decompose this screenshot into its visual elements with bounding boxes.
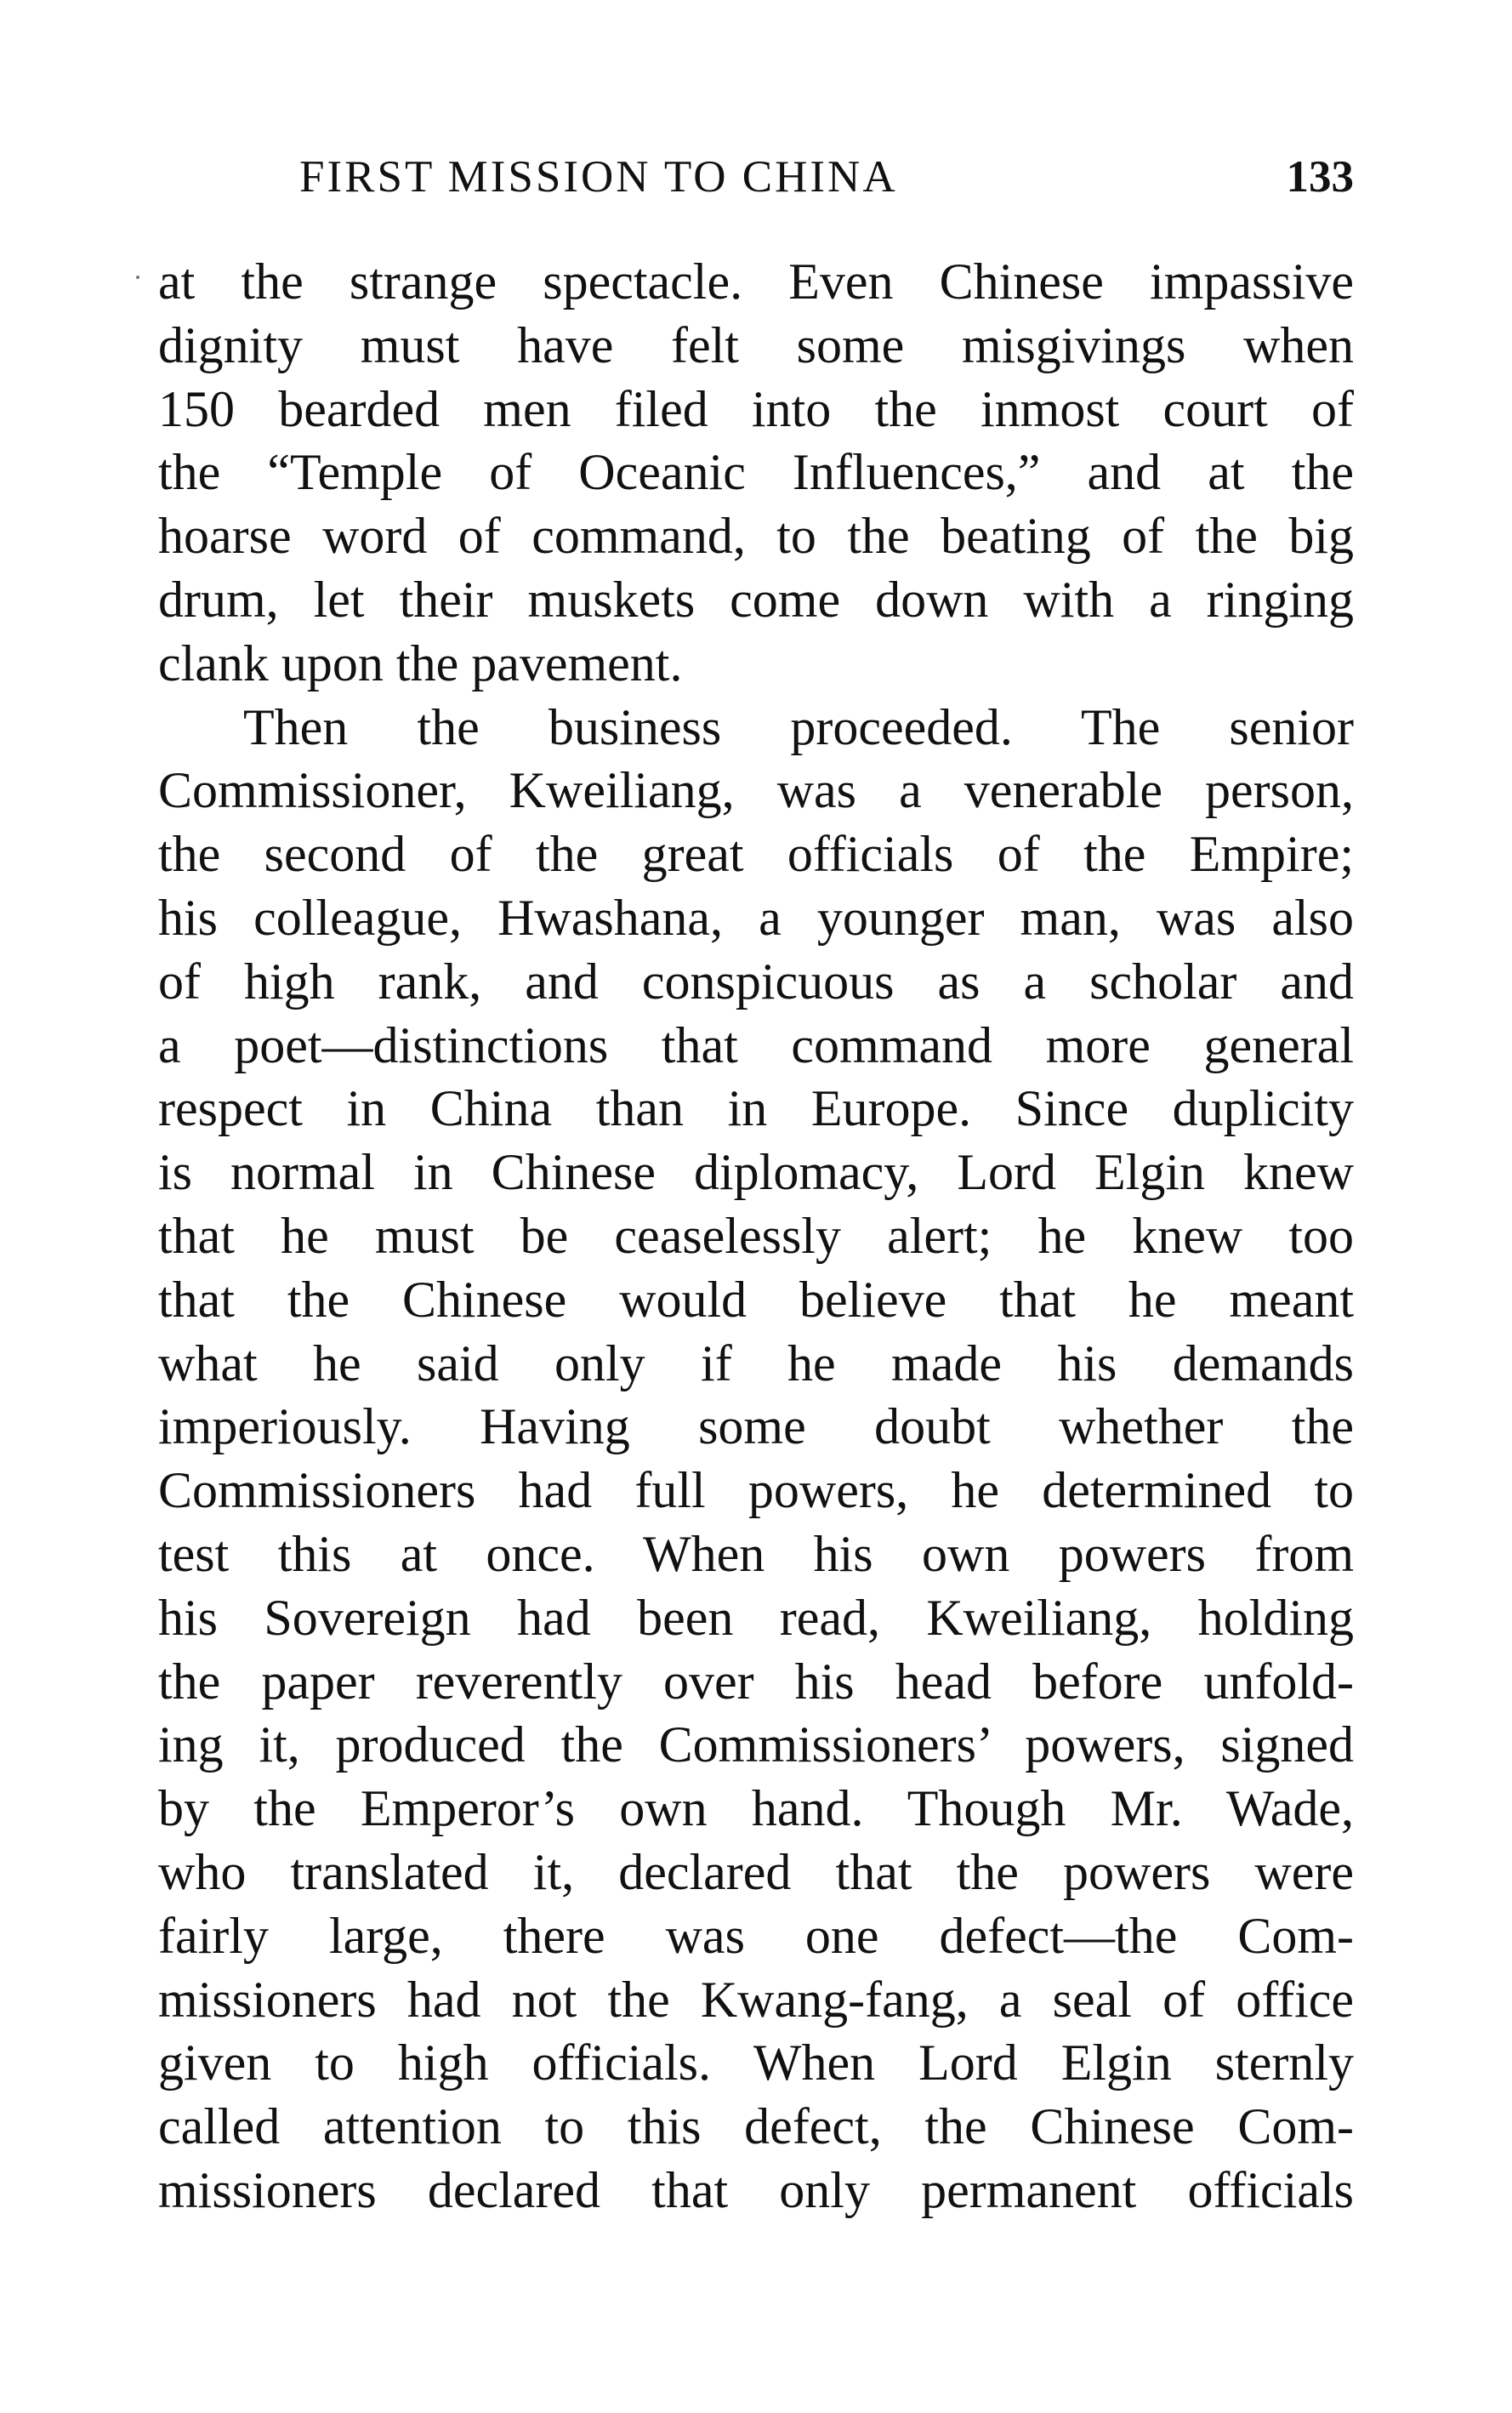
text-line: missioners had not the Kwang-fang, a seal of office <box>158 1971 1354 2028</box>
text-line: hoarse word of command, to the beating of the big <box>158 508 1354 565</box>
page-header <box>299 146 1354 208</box>
text-line: that the Chinese would believe that he meant <box>158 1271 1354 1328</box>
text-line: test this at once. When his own powers from <box>158 1525 1354 1582</box>
text-line: dignity must have felt some misgivings when <box>158 316 1354 373</box>
text-line: who translated it, declared that the powers were <box>158 1843 1354 1900</box>
text-line: Commissioner, Kweiliang, was a venerable person, <box>158 762 1354 819</box>
body-text <box>158 250 1354 2222</box>
text-line: the paper reverently over his head before unfold- <box>158 1653 1354 1710</box>
text-line: drum, let their muskets come down with a ringing <box>158 571 1354 628</box>
text-line: the “Temple of Oceanic Influences,” and at the <box>158 444 1354 501</box>
text-line: imperiously. Having some doubt whether the <box>158 1398 1354 1455</box>
text-line: the second of the great officials of the Empire; <box>158 826 1354 883</box>
text-line: ing it, produced the Commissioners’ powers, signed <box>158 1716 1354 1773</box>
text-line: by the Emperor’s own hand. Though Mr. Wade, <box>158 1780 1354 1837</box>
text-line: respect in China than in Europe. Since duplicity <box>158 1080 1354 1137</box>
text-line: given to high officials. When Lord Elgin sternly <box>158 2035 1354 2091</box>
text-line: that he must be ceaselessly alert; he knew too <box>158 1207 1354 1264</box>
running-title: FIRST MISSION TO CHINA <box>299 152 898 202</box>
text-line: fairly large, there was one defect—the Com- <box>158 1907 1354 1964</box>
text-line: a poet—distinctions that command more general <box>158 1016 1354 1073</box>
text-line: called attention to this defect, the Chinese Com- <box>158 2098 1354 2155</box>
text-line: missioners declared that only permanent officials <box>158 2161 1354 2218</box>
text-line: of high rank, and conspicuous as a scholar and <box>158 953 1354 1010</box>
page-number: 133 <box>1286 152 1354 202</box>
text-line: what he said only if he made his demands <box>158 1335 1354 1391</box>
text-line: his Sovereign had been read, Kweiliang, holding <box>158 1589 1354 1646</box>
text-line: at the strange spectacle. Even Chinese impassive <box>158 253 1354 310</box>
text-line: Commissioners had full powers, he determined to <box>158 1462 1354 1519</box>
paragraph-start-line: Then the business proceeded. The senior <box>243 698 1354 755</box>
text-line: 150 bearded men filed into the inmost court of <box>158 380 1354 437</box>
paragraph-end-line: clank upon the pavement. <box>158 635 683 691</box>
text-line: is normal in Chinese diplomacy, Lord Elgin knew <box>158 1144 1354 1201</box>
text-line: his colleague, Hwashana, a younger man, was also <box>158 889 1354 946</box>
margin-speck <box>136 276 139 279</box>
